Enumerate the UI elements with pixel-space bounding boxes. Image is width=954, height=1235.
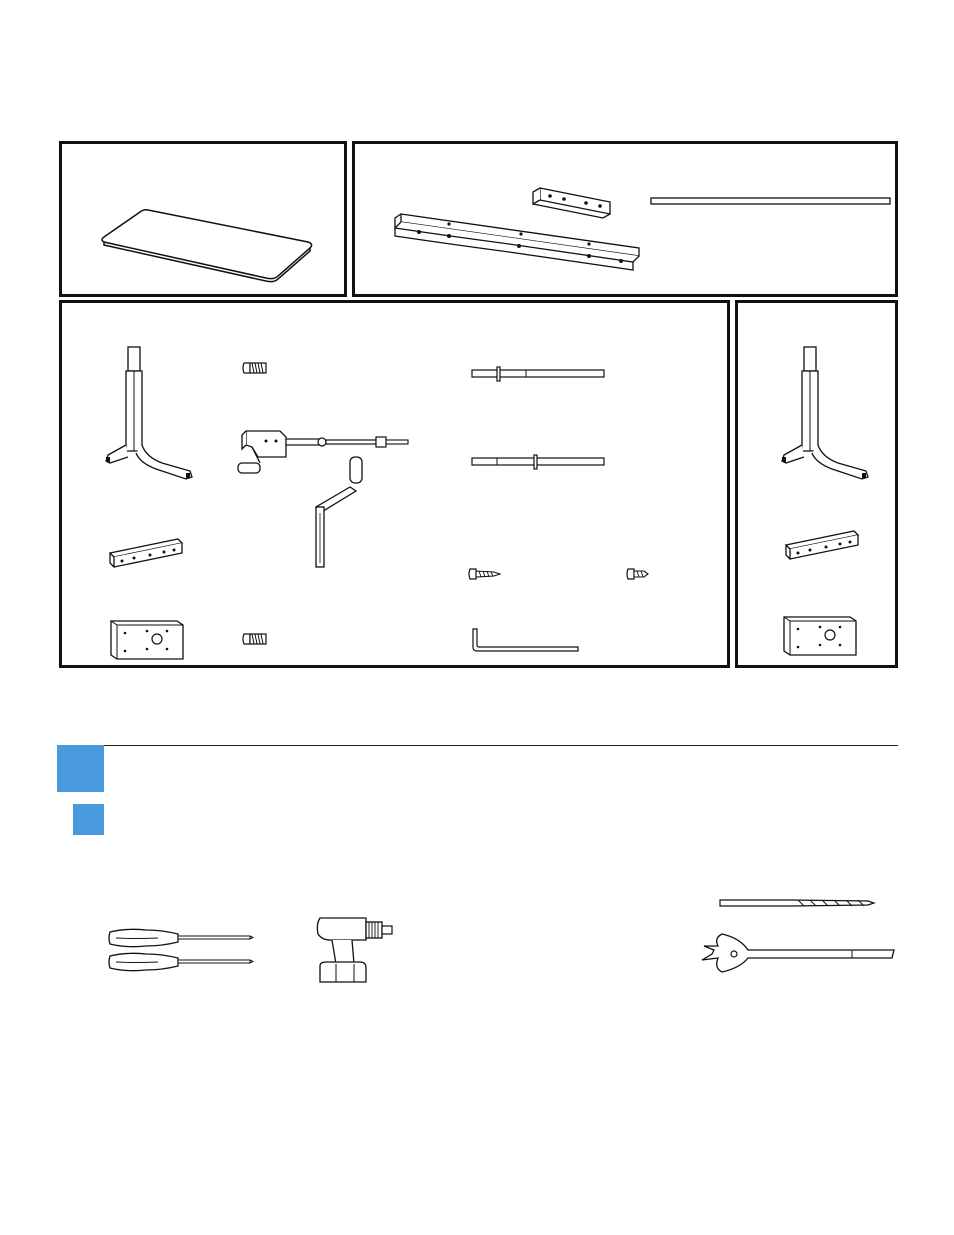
screwdrivers-illustration: [106, 926, 254, 976]
drive-shaft-a-illustration: [471, 365, 607, 383]
spade-bit-illustration: [700, 932, 896, 974]
power-drill-illustration: [314, 914, 396, 984]
second-leg-panel: [735, 300, 898, 668]
knob-screw-illustration: [242, 359, 272, 377]
step-marker: [57, 745, 104, 792]
mount-block-illustration: [107, 619, 185, 663]
substep-marker: [73, 804, 104, 835]
crossbar-panel: [352, 141, 898, 297]
knob-screw-2-illustration: [242, 630, 272, 648]
crank-handle-illustration: [308, 453, 368, 569]
drill-bit-illustration: [718, 896, 876, 910]
crossbar-beam-illustration: [389, 206, 649, 274]
wood-screw-short-illustration: [626, 567, 652, 581]
section-divider: [104, 745, 898, 746]
mount-block-illustration: [780, 615, 858, 659]
hardware-panel: [59, 300, 730, 668]
angle-bracket-illustration: [782, 527, 862, 565]
angle-bracket-illustration: [106, 535, 186, 573]
desktop-panel: [59, 141, 347, 297]
tabletop-illustration: [98, 204, 318, 284]
drive-shaft-b-illustration: [471, 453, 607, 471]
hex-key-illustration: [470, 627, 582, 655]
leg-illustration: [102, 345, 202, 480]
leg-illustration: [778, 345, 878, 480]
wood-screw-long-illustration: [468, 567, 502, 581]
long-rod-illustration: [650, 196, 892, 208]
